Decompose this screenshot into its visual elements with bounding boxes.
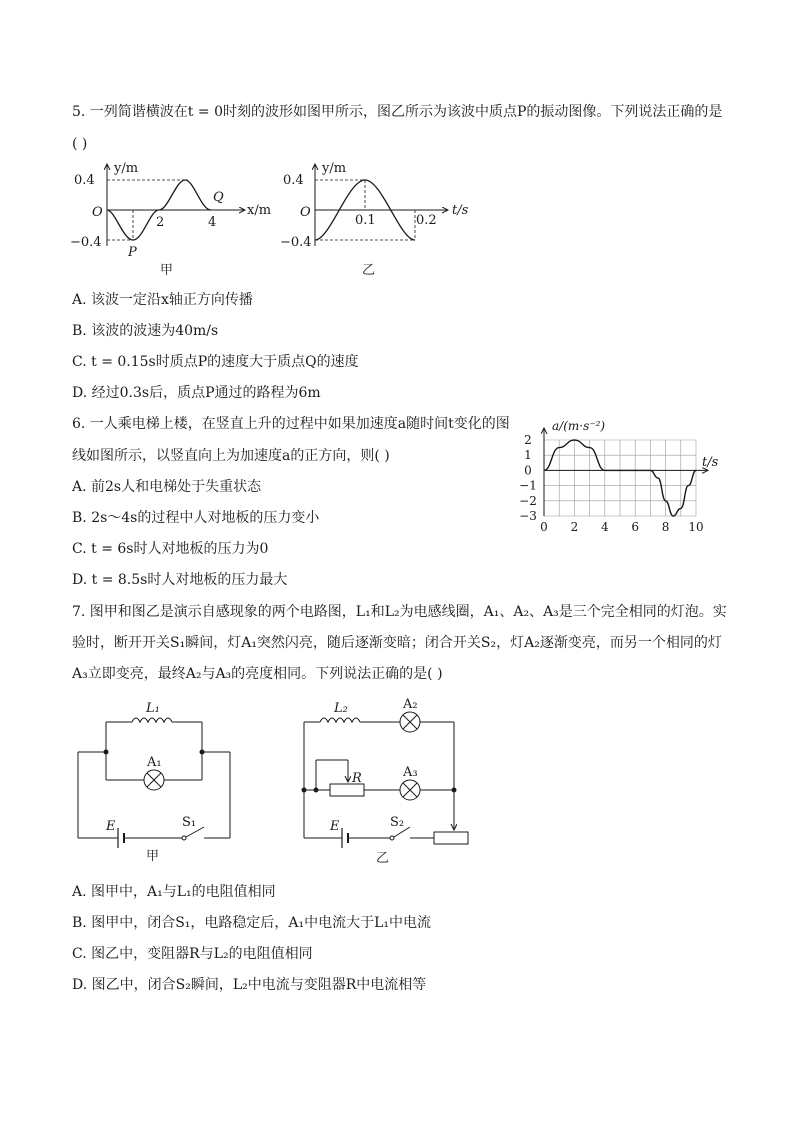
- q6-ticks: [519, 433, 703, 534]
- q7-stem-line3: A₃立即变亮，最终A₂与A₃的亮度相同。下列说法正确的是( ): [72, 666, 443, 682]
- q6-y-tick-label: −1: [519, 478, 537, 493]
- q7-circuit-jia: [70, 698, 240, 868]
- jia-circuit-caption: 甲: [146, 849, 160, 864]
- q6-acceleration-graph: [518, 412, 728, 542]
- yi-y-label: y/m: [322, 161, 347, 176]
- q6-x-tick-label: 4: [600, 520, 609, 534]
- q6-x-tick-label: 8: [661, 520, 670, 534]
- jia-label-p: P: [128, 245, 137, 260]
- jia-inductor-label: L₁: [146, 701, 160, 716]
- q7-option-b[interactable]: B. 图甲中，闭合S₁，电路稳定后，A₁中电流大于L₁中电流: [72, 915, 432, 931]
- yi-y-top: 0.4: [283, 173, 304, 188]
- q6-stem-line1: 6. 一人乘电梯上楼，在竖直上升的过程中如果加速度a随时间t变化的图: [72, 416, 510, 432]
- jia-caption: 甲: [160, 263, 174, 278]
- jia-y-top: 0.4: [74, 173, 95, 188]
- jia-battery-label: E: [106, 819, 116, 834]
- jia-tick-2: 2: [156, 215, 165, 230]
- yi-battery-label: E: [330, 819, 340, 834]
- jia-origin: O: [92, 205, 103, 220]
- yi-lower-resistor: [434, 832, 468, 844]
- jia-label-q: Q: [213, 190, 224, 205]
- q5-figure-jia: [70, 158, 270, 278]
- q6-x-tick-label: 2: [570, 520, 579, 534]
- yi-switch-label: S₂: [390, 815, 405, 830]
- q7-circuit-yi: [298, 698, 478, 868]
- yi-inductor-coil: [320, 718, 360, 722]
- q5-stem-line1: 5. 一列简谐横波在t = 0时刻的波形如图甲所示，图乙所示为该波中质点P的振动图像。下列说法正确的是: [72, 104, 723, 120]
- q6-y-tick-label: −3: [519, 509, 537, 523]
- jia-inductor-coil: [132, 718, 172, 722]
- jia-tick-4: 4: [208, 215, 217, 230]
- q6-option-d[interactable]: D. t = 8.5s时人对地板的压力最大: [72, 572, 288, 588]
- q7-option-c[interactable]: C. 图乙中，变阻器R与L₂的电阻值相同: [72, 946, 313, 962]
- yi-lamp3-label: A₃: [403, 765, 418, 780]
- q6-x-tick-label: 0: [540, 520, 548, 534]
- jia-x-label: x/m: [247, 203, 272, 218]
- yi-lamp2-label: A₂: [403, 697, 418, 712]
- q5-stem-line2: ( ): [72, 136, 88, 152]
- q7-option-d[interactable]: D. 图乙中，闭合S₂瞬间，L₂中电流与变阻器R中电流相等: [72, 977, 427, 993]
- q6-option-a[interactable]: A. 前2s人和电梯处于失重状态: [72, 479, 262, 495]
- q5-option-d[interactable]: D. 经过0.3s后，质点P通过的路程为6m: [72, 385, 321, 401]
- q6-grid: [544, 440, 696, 516]
- q6-x-tick-label: 10: [688, 520, 704, 534]
- jia-switch-label: S₁: [182, 815, 197, 830]
- yi-y-bottom: −0.4: [280, 235, 312, 250]
- yi-inductor-label: L₂: [334, 701, 348, 716]
- q7-option-a[interactable]: A. 图甲中，A₁与L₁的电阻值相同: [72, 884, 276, 900]
- q7-stem-line1: 7. 图甲和图乙是演示自感现象的两个电路图，L₁和L₂为电感线圈，A₁、A₂、A₃是三个完全相同的灯泡。实: [72, 604, 727, 620]
- q6-x-label: t/s: [702, 455, 719, 470]
- q6-x-tick-label: 6: [631, 520, 640, 534]
- q5-figure-yi: [280, 158, 480, 278]
- yi-rheostat-label: R: [352, 771, 362, 786]
- jia-y-bottom: −0.4: [70, 235, 102, 250]
- q6-stem-line2: 线如图所示，以竖直向上为加速度a的正方向，则( ): [72, 448, 390, 464]
- jia-lamp-label: A₁: [147, 755, 162, 770]
- yi-x-label: t/s: [452, 203, 469, 218]
- q5-option-b[interactable]: B. 该波的波速为40m/s: [72, 323, 219, 339]
- q6-y-label: a/(m·s⁻²): [552, 419, 606, 433]
- q6-y-tick-label: 0: [524, 463, 532, 478]
- q6-y-tick-label: 1: [524, 448, 532, 463]
- q5-option-c[interactable]: C. t = 0.15s时质点P的速度大于质点Q的速度: [72, 354, 359, 370]
- q6-option-b[interactable]: B. 2s～4s的过程中人对地板的压力变小: [72, 510, 320, 526]
- q5-option-a[interactable]: A. 该波一定沿x轴正方向传播: [72, 292, 253, 308]
- yi-tick-01: 0.1: [355, 213, 376, 228]
- yi-circuit-caption: 乙: [376, 851, 390, 866]
- jia-y-label: y/m: [114, 161, 139, 176]
- yi-origin: O: [300, 205, 311, 220]
- yi-caption: 乙: [362, 263, 376, 278]
- q6-y-tick-label: −2: [519, 493, 537, 508]
- q6-y-tick-label: 2: [524, 433, 532, 447]
- q7-stem-line2: 验时，断开开关S₁瞬间，灯A₁突然闪亮，随后逐渐变暗；闭合开关S₂，灯A₂逐渐变亮，而另一个相同的灯: [72, 635, 722, 651]
- yi-tick-02: 0.2: [416, 213, 437, 228]
- q6-option-c[interactable]: C. t = 6s时人对地板的压力为0: [72, 541, 269, 557]
